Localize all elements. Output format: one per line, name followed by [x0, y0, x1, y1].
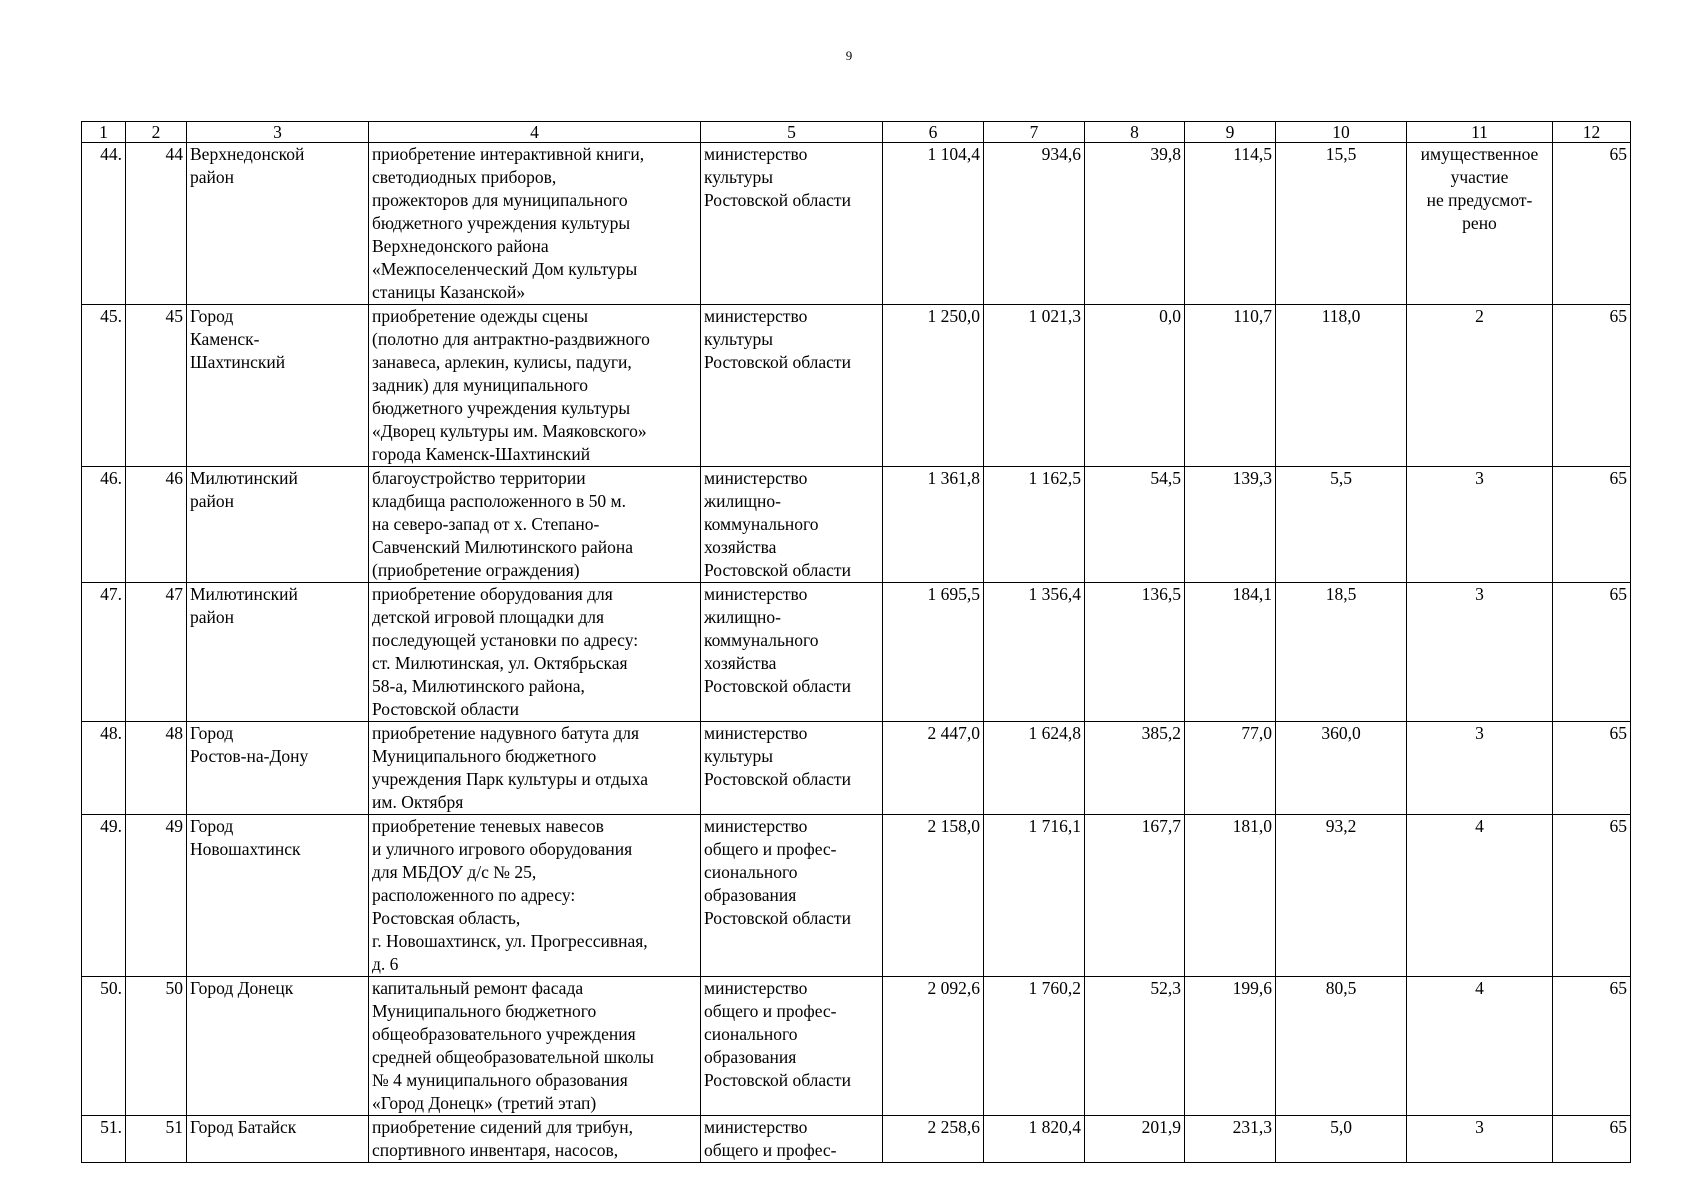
object-description-cell: капитальный ремонт фасада Муниципального бюджетного общеобразовательного учреждения средней общеобразовательной школы № 4 муниципального образования «Город Донецк» (третий этап) — [369, 977, 701, 1116]
budget-table — [81, 121, 1631, 1163]
amount-col8-cell: 167,7 — [1085, 815, 1185, 977]
row-number-cell: 45. — [82, 305, 126, 467]
column-header: 7 — [984, 122, 1085, 143]
amount-col7-cell: 1 162,5 — [984, 467, 1085, 583]
amount-col8-cell: 54,5 — [1085, 467, 1185, 583]
amount-col9-cell: 231,3 — [1185, 1116, 1276, 1163]
row-number-cell: 44. — [82, 143, 126, 305]
municipality-cell: Город Ростов-на-Дону — [187, 722, 369, 815]
amount-col10-cell: 118,0 — [1276, 305, 1407, 467]
ministry-cell: министерство жилищно- коммунального хозяйства Ростовской области — [701, 583, 883, 722]
rate-cell: 65 — [1553, 143, 1631, 305]
rate-cell: 65 — [1553, 583, 1631, 722]
column-header: 11 — [1407, 122, 1553, 143]
municipality-cell: Город Новошахтинск — [187, 815, 369, 977]
amount-col10-cell: 15,5 — [1276, 143, 1407, 305]
column-header: 8 — [1085, 122, 1185, 143]
object-description-cell: приобретение сидений для трибун, спортивного инвентаря, насосов, — [369, 1116, 701, 1163]
total-amount-cell: 1 695,5 — [883, 583, 984, 722]
rate-cell: 65 — [1553, 305, 1631, 467]
amount-col7-cell: 1 760,2 — [984, 977, 1085, 1116]
row-index-cell: 48 — [126, 722, 187, 815]
rate-cell: 65 — [1553, 815, 1631, 977]
table-row — [82, 305, 1631, 467]
object-description-cell: приобретение теневых навесов и уличного игрового оборудования для МБДОУ д/с № 25, расположенного по адресу: Ростовская область, г. Новошахтинск, ул. Прогрессивная, д. 6 — [369, 815, 701, 977]
column-header: 1 — [82, 122, 126, 143]
row-number-cell: 50. — [82, 977, 126, 1116]
amount-col8-cell: 0,0 — [1085, 305, 1185, 467]
amount-col9-cell: 181,0 — [1185, 815, 1276, 977]
total-amount-cell: 2 258,6 — [883, 1116, 984, 1163]
amount-col10-cell: 5,0 — [1276, 1116, 1407, 1163]
amount-col9-cell: 114,5 — [1185, 143, 1276, 305]
amount-col10-cell: 5,5 — [1276, 467, 1407, 583]
amount-col9-cell: 77,0 — [1185, 722, 1276, 815]
object-description-cell: приобретение одежды сцены (полотно для антрактно-раздвижного занавеса, арлекин, кулисы, падуги, задник) для муниципального бюджетного учреждения культуры «Дворец культуры им. Маяковского» города Каменск-Шахтинский — [369, 305, 701, 467]
row-index-cell: 45 — [126, 305, 187, 467]
row-number-cell: 46. — [82, 467, 126, 583]
municipality-cell: Милютинский район — [187, 583, 369, 722]
row-index-cell: 44 — [126, 143, 187, 305]
ministry-cell: министерство общего и профес- — [701, 1116, 883, 1163]
participation-cell: 3 — [1407, 583, 1553, 722]
column-header: 5 — [701, 122, 883, 143]
row-number-cell: 49. — [82, 815, 126, 977]
column-header: 3 — [187, 122, 369, 143]
amount-col9-cell: 110,7 — [1185, 305, 1276, 467]
ministry-cell: министерство культуры Ростовской области — [701, 722, 883, 815]
amount-col7-cell: 1 624,8 — [984, 722, 1085, 815]
table-row — [82, 143, 1631, 305]
object-description-cell: приобретение интерактивной книги, светодиодных приборов, прожекторов для муниципального бюджетного учреждения культуры Верхнедонского района «Межпоселенческий Дом культуры станицы Казанской» — [369, 143, 701, 305]
participation-cell: 3 — [1407, 722, 1553, 815]
table-row — [82, 977, 1631, 1116]
participation-cell: 2 — [1407, 305, 1553, 467]
row-index-cell: 49 — [126, 815, 187, 977]
column-header: 2 — [126, 122, 187, 143]
ministry-cell: министерство общего и профес- сионального образования Ростовской области — [701, 815, 883, 977]
amount-col8-cell: 136,5 — [1085, 583, 1185, 722]
total-amount-cell: 2 092,6 — [883, 977, 984, 1116]
ministry-cell: министерство жилищно- коммунального хозяйства Ростовской области — [701, 467, 883, 583]
row-number-cell: 47. — [82, 583, 126, 722]
ministry-cell: министерство общего и профес- сионального образования Ростовской области — [701, 977, 883, 1116]
amount-col8-cell: 52,3 — [1085, 977, 1185, 1116]
participation-cell: 4 — [1407, 815, 1553, 977]
column-number-row — [82, 122, 1631, 143]
participation-cell: 3 — [1407, 1116, 1553, 1163]
table-row — [82, 467, 1631, 583]
ministry-cell: министерство культуры Ростовской области — [701, 143, 883, 305]
row-number-cell: 51. — [82, 1116, 126, 1163]
amount-col7-cell: 1 356,4 — [984, 583, 1085, 722]
object-description-cell: приобретение надувного батута для Муниципального бюджетного учреждения Парк культуры и отдыха им. Октября — [369, 722, 701, 815]
object-description-cell: благоустройство территории кладбища расположенного в 50 м. на северо-запад от х. Степано- Савченский Милютинского района (приобретение ограждения) — [369, 467, 701, 583]
municipality-cell: Верхнедонской район — [187, 143, 369, 305]
row-index-cell: 51 — [126, 1116, 187, 1163]
municipality-cell: Город Батайск — [187, 1116, 369, 1163]
column-header: 10 — [1276, 122, 1407, 143]
amount-col9-cell: 139,3 — [1185, 467, 1276, 583]
amount-col9-cell: 199,6 — [1185, 977, 1276, 1116]
object-description-cell: приобретение оборудования для детской игровой площадки для последующей установки по адресу: ст. Милютинская, ул. Октябрьская 58-а, Милютинского района, Ростовской области — [369, 583, 701, 722]
ministry-cell: министерство культуры Ростовской области — [701, 305, 883, 467]
total-amount-cell: 1 250,0 — [883, 305, 984, 467]
amount-col7-cell: 1 820,4 — [984, 1116, 1085, 1163]
municipality-cell: Город Донецк — [187, 977, 369, 1116]
column-header: 12 — [1553, 122, 1631, 143]
page-number: 9 — [845, 48, 853, 63]
municipality-cell: Город Каменск- Шахтинский — [187, 305, 369, 467]
participation-cell: имущественное участие не предусмот- рено — [1407, 143, 1553, 305]
row-index-cell: 47 — [126, 583, 187, 722]
municipality-cell: Милютинский район — [187, 467, 369, 583]
amount-col10-cell: 360,0 — [1276, 722, 1407, 815]
row-number-cell: 48. — [82, 722, 126, 815]
row-index-cell: 46 — [126, 467, 187, 583]
amount-col10-cell: 80,5 — [1276, 977, 1407, 1116]
amount-col7-cell: 1 716,1 — [984, 815, 1085, 977]
column-header: 4 — [369, 122, 701, 143]
amount-col8-cell: 39,8 — [1085, 143, 1185, 305]
amount-col8-cell: 201,9 — [1085, 1116, 1185, 1163]
amount-col7-cell: 1 021,3 — [984, 305, 1085, 467]
table-row — [82, 815, 1631, 977]
column-header: 9 — [1185, 122, 1276, 143]
total-amount-cell: 1 104,4 — [883, 143, 984, 305]
participation-cell: 3 — [1407, 467, 1553, 583]
total-amount-cell: 1 361,8 — [883, 467, 984, 583]
amount-col10-cell: 18,5 — [1276, 583, 1407, 722]
amount-col7-cell: 934,6 — [984, 143, 1085, 305]
row-index-cell: 50 — [126, 977, 187, 1116]
total-amount-cell: 2 158,0 — [883, 815, 984, 977]
amount-col8-cell: 385,2 — [1085, 722, 1185, 815]
amount-col9-cell: 184,1 — [1185, 583, 1276, 722]
column-header: 6 — [883, 122, 984, 143]
total-amount-cell: 2 447,0 — [883, 722, 984, 815]
amount-col10-cell: 93,2 — [1276, 815, 1407, 977]
table-row — [82, 722, 1631, 815]
table-row — [82, 1116, 1631, 1163]
participation-cell: 4 — [1407, 977, 1553, 1116]
table-row — [82, 583, 1631, 722]
rate-cell: 65 — [1553, 977, 1631, 1116]
rate-cell: 65 — [1553, 467, 1631, 583]
rate-cell: 65 — [1553, 1116, 1631, 1163]
rate-cell: 65 — [1553, 722, 1631, 815]
